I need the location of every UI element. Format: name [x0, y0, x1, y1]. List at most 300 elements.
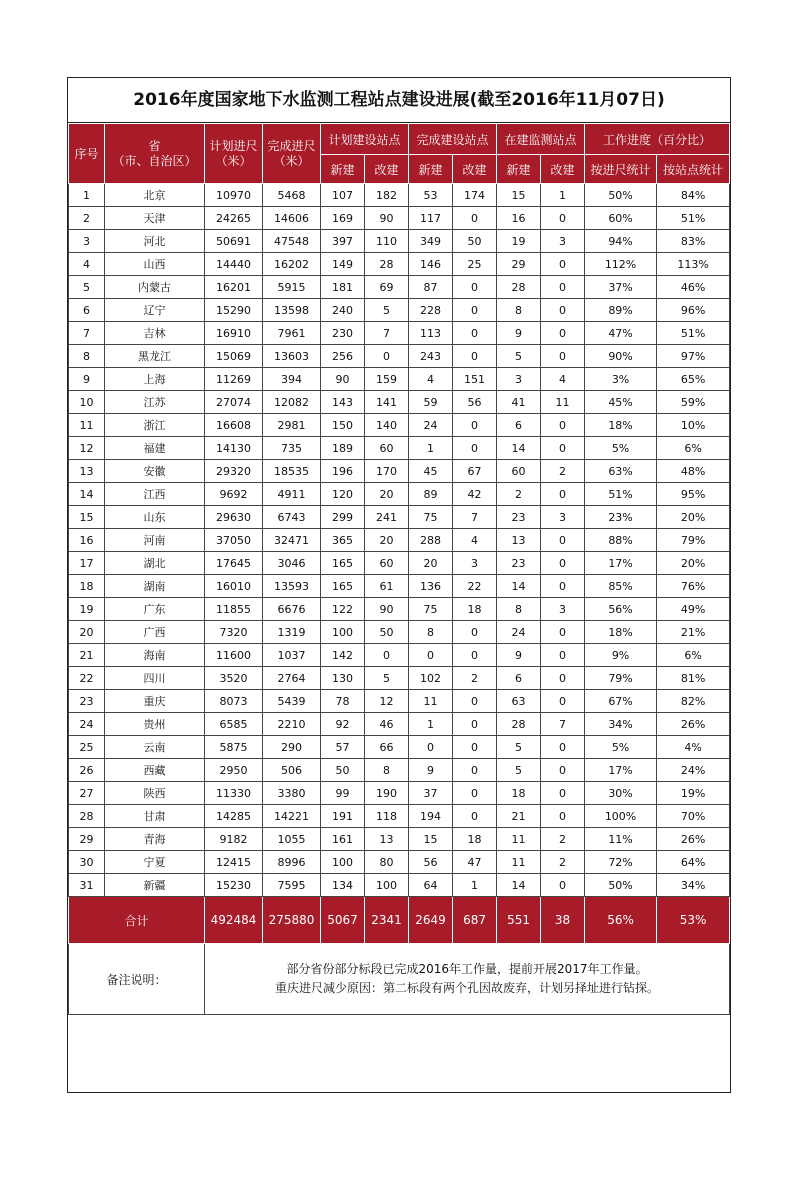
cell-progress-footage: 18% [585, 414, 657, 437]
cell-planned-rebuild: 100 [365, 874, 409, 897]
cell-planned-footage: 3520 [205, 667, 263, 690]
cell-planned-footage: 16010 [205, 575, 263, 598]
cell-completed-rebuild: 47 [453, 851, 497, 874]
cell-progress-footage: 72% [585, 851, 657, 874]
cell-completed-footage: 13598 [263, 299, 321, 322]
total-cell: 551 [497, 897, 541, 944]
cell-completed-new: 64 [409, 874, 453, 897]
cell-progress-footage: 23% [585, 506, 657, 529]
cell-planned-rebuild: 90 [365, 207, 409, 230]
cell-province: 云南 [105, 736, 205, 759]
cell-planned-new: 165 [321, 575, 365, 598]
cell-seq: 8 [69, 345, 105, 368]
cell-planned-footage: 8073 [205, 690, 263, 713]
cell-building-rebuild: 3 [541, 230, 585, 253]
table-row [69, 414, 730, 437]
cell-completed-rebuild: 151 [453, 368, 497, 391]
cell-progress-sites: 51% [657, 322, 730, 345]
cell-planned-footage: 15230 [205, 874, 263, 897]
cell-building-new: 60 [497, 460, 541, 483]
cell-building-new: 16 [497, 207, 541, 230]
cell-planned-new: 240 [321, 299, 365, 322]
cell-planned-footage: 15290 [205, 299, 263, 322]
cell-building-new: 6 [497, 667, 541, 690]
cell-completed-footage: 2981 [263, 414, 321, 437]
table-row [69, 460, 730, 483]
cell-progress-sites: 59% [657, 391, 730, 414]
cell-planned-rebuild: 190 [365, 782, 409, 805]
table-row [69, 805, 730, 828]
cell-completed-rebuild: 4 [453, 529, 497, 552]
cell-progress-sites: 84% [657, 184, 730, 207]
report-title: 2016年度国家地下水监测工程站点建设进展(截至2016年11月07日) [68, 78, 730, 123]
cell-building-rebuild: 0 [541, 874, 585, 897]
cell-province: 上海 [105, 368, 205, 391]
cell-progress-sites: 34% [657, 874, 730, 897]
notes-label: 备注说明： [69, 944, 205, 1015]
cell-building-rebuild: 0 [541, 345, 585, 368]
cell-planned-rebuild: 60 [365, 437, 409, 460]
cell-building-rebuild: 0 [541, 253, 585, 276]
cell-progress-footage: 63% [585, 460, 657, 483]
cell-planned-rebuild: 50 [365, 621, 409, 644]
cell-building-rebuild: 0 [541, 782, 585, 805]
cell-building-new: 23 [497, 552, 541, 575]
cell-completed-rebuild: 0 [453, 805, 497, 828]
cell-building-new: 2 [497, 483, 541, 506]
cell-progress-sites: 6% [657, 437, 730, 460]
cell-planned-new: 397 [321, 230, 365, 253]
table-footer [69, 897, 730, 1015]
cell-seq: 6 [69, 299, 105, 322]
cell-building-new: 63 [497, 690, 541, 713]
cell-completed-rebuild: 0 [453, 276, 497, 299]
cell-progress-footage: 37% [585, 276, 657, 299]
cell-completed-footage: 5468 [263, 184, 321, 207]
cell-planned-new: 107 [321, 184, 365, 207]
table-row [69, 391, 730, 414]
cell-building-rebuild: 0 [541, 207, 585, 230]
cell-building-new: 24 [497, 621, 541, 644]
cell-completed-footage: 7595 [263, 874, 321, 897]
progress-report-sheet [67, 77, 731, 1093]
cell-progress-sites: 20% [657, 506, 730, 529]
cell-completed-rebuild: 174 [453, 184, 497, 207]
cell-province: 浙江 [105, 414, 205, 437]
cell-progress-sites: 46% [657, 276, 730, 299]
cell-planned-new: 130 [321, 667, 365, 690]
cell-planned-footage: 16201 [205, 276, 263, 299]
cell-progress-sites: 95% [657, 483, 730, 506]
cell-seq: 30 [69, 851, 105, 874]
cell-building-new: 3 [497, 368, 541, 391]
cell-completed-new: 87 [409, 276, 453, 299]
cell-seq: 12 [69, 437, 105, 460]
cell-completed-rebuild: 25 [453, 253, 497, 276]
cell-building-new: 9 [497, 644, 541, 667]
cell-planned-new: 90 [321, 368, 365, 391]
cell-building-rebuild: 0 [541, 759, 585, 782]
cell-progress-sites: 26% [657, 828, 730, 851]
cell-building-rebuild: 2 [541, 851, 585, 874]
cell-building-new: 8 [497, 598, 541, 621]
cell-seq: 29 [69, 828, 105, 851]
cell-progress-footage: 9% [585, 644, 657, 667]
cell-province: 广西 [105, 621, 205, 644]
cell-progress-footage: 45% [585, 391, 657, 414]
header-building-sites: 在建监测站点 [497, 124, 585, 155]
cell-building-new: 28 [497, 713, 541, 736]
cell-progress-sites: 6% [657, 644, 730, 667]
total-cell: 687 [453, 897, 497, 944]
cell-province: 宁夏 [105, 851, 205, 874]
header-planned-sites: 计划建设站点 [321, 124, 409, 155]
cell-planned-rebuild: 90 [365, 598, 409, 621]
cell-progress-sites: 97% [657, 345, 730, 368]
cell-planned-footage: 14440 [205, 253, 263, 276]
header-province-line2: （市、自治区） [112, 153, 197, 168]
cell-completed-footage: 3380 [263, 782, 321, 805]
cell-province: 海南 [105, 644, 205, 667]
progress-table [68, 123, 730, 1015]
cell-progress-sites: 70% [657, 805, 730, 828]
cell-planned-new: 165 [321, 552, 365, 575]
cell-planned-new: 134 [321, 874, 365, 897]
cell-planned-rebuild: 12 [365, 690, 409, 713]
cell-completed-new: 9 [409, 759, 453, 782]
cell-planned-rebuild: 0 [365, 644, 409, 667]
cell-progress-footage: 60% [585, 207, 657, 230]
cell-completed-rebuild: 0 [453, 713, 497, 736]
header-planned-rebuild: 改建 [365, 155, 409, 184]
cell-completed-footage: 16202 [263, 253, 321, 276]
cell-completed-new: 59 [409, 391, 453, 414]
cell-completed-new: 194 [409, 805, 453, 828]
cell-planned-rebuild: 182 [365, 184, 409, 207]
cell-building-new: 5 [497, 736, 541, 759]
cell-building-new: 19 [497, 230, 541, 253]
cell-completed-footage: 2210 [263, 713, 321, 736]
total-cell: 56% [585, 897, 657, 944]
cell-progress-footage: 3% [585, 368, 657, 391]
cell-planned-new: 78 [321, 690, 365, 713]
cell-planned-rebuild: 61 [365, 575, 409, 598]
cell-progress-sites: 26% [657, 713, 730, 736]
cell-seq: 14 [69, 483, 105, 506]
cell-completed-new: 56 [409, 851, 453, 874]
cell-progress-footage: 17% [585, 759, 657, 782]
table-row [69, 184, 730, 207]
cell-province: 安徽 [105, 460, 205, 483]
table-row [69, 713, 730, 736]
cell-planned-footage: 16608 [205, 414, 263, 437]
cell-completed-rebuild: 0 [453, 414, 497, 437]
cell-progress-sites: 83% [657, 230, 730, 253]
table-row [69, 253, 730, 276]
cell-seq: 22 [69, 667, 105, 690]
cell-completed-rebuild: 18 [453, 828, 497, 851]
cell-completed-new: 53 [409, 184, 453, 207]
header-progress: 工作进度（百分比） [585, 124, 730, 155]
cell-province: 陕西 [105, 782, 205, 805]
cell-completed-rebuild: 7 [453, 506, 497, 529]
header-seq: 序号 [69, 124, 105, 184]
cell-planned-new: 191 [321, 805, 365, 828]
header-province-line1: 省 [148, 138, 161, 153]
cell-completed-rebuild: 0 [453, 299, 497, 322]
table-row [69, 299, 730, 322]
cell-planned-rebuild: 7 [365, 322, 409, 345]
cell-seq: 9 [69, 368, 105, 391]
cell-province: 山东 [105, 506, 205, 529]
cell-building-rebuild: 0 [541, 483, 585, 506]
cell-building-new: 11 [497, 828, 541, 851]
cell-progress-footage: 88% [585, 529, 657, 552]
cell-progress-footage: 17% [585, 552, 657, 575]
cell-planned-new: 100 [321, 851, 365, 874]
cell-progress-sites: 10% [657, 414, 730, 437]
cell-building-rebuild: 1 [541, 184, 585, 207]
total-cell: 38 [541, 897, 585, 944]
cell-completed-new: 11 [409, 690, 453, 713]
cell-completed-footage: 735 [263, 437, 321, 460]
cell-completed-new: 75 [409, 506, 453, 529]
table-row [69, 483, 730, 506]
cell-building-new: 14 [497, 874, 541, 897]
table-row [69, 874, 730, 897]
header-building-rebuild: 改建 [541, 155, 585, 184]
cell-province: 辽宁 [105, 299, 205, 322]
total-cell: 53% [657, 897, 730, 944]
cell-planned-rebuild: 0 [365, 345, 409, 368]
header-planned-new: 新建 [321, 155, 365, 184]
cell-completed-footage: 8996 [263, 851, 321, 874]
cell-seq: 24 [69, 713, 105, 736]
cell-completed-rebuild: 42 [453, 483, 497, 506]
cell-completed-footage: 14221 [263, 805, 321, 828]
cell-building-rebuild: 0 [541, 414, 585, 437]
cell-province: 新疆 [105, 874, 205, 897]
total-cell: 2649 [409, 897, 453, 944]
cell-planned-footage: 6585 [205, 713, 263, 736]
cell-seq: 25 [69, 736, 105, 759]
cell-planned-footage: 24265 [205, 207, 263, 230]
cell-planned-rebuild: 241 [365, 506, 409, 529]
cell-progress-footage: 5% [585, 736, 657, 759]
cell-completed-rebuild: 22 [453, 575, 497, 598]
cell-completed-rebuild: 56 [453, 391, 497, 414]
header-completed-new: 新建 [409, 155, 453, 184]
cell-completed-new: 136 [409, 575, 453, 598]
cell-seq: 7 [69, 322, 105, 345]
cell-completed-footage: 12082 [263, 391, 321, 414]
cell-progress-sites: 79% [657, 529, 730, 552]
cell-seq: 16 [69, 529, 105, 552]
notes-text [205, 944, 730, 1015]
cell-building-rebuild: 2 [541, 460, 585, 483]
cell-seq: 10 [69, 391, 105, 414]
cell-province: 北京 [105, 184, 205, 207]
table-row [69, 828, 730, 851]
cell-planned-rebuild: 170 [365, 460, 409, 483]
cell-building-new: 13 [497, 529, 541, 552]
cell-completed-new: 89 [409, 483, 453, 506]
cell-planned-footage: 11600 [205, 644, 263, 667]
header-by-footage: 按进尺统计 [585, 155, 657, 184]
cell-completed-footage: 6676 [263, 598, 321, 621]
cell-progress-sites: 24% [657, 759, 730, 782]
cell-planned-footage: 5875 [205, 736, 263, 759]
cell-seq: 19 [69, 598, 105, 621]
cell-planned-new: 365 [321, 529, 365, 552]
cell-progress-footage: 50% [585, 184, 657, 207]
cell-progress-footage: 30% [585, 782, 657, 805]
cell-completed-footage: 1037 [263, 644, 321, 667]
cell-building-rebuild: 0 [541, 621, 585, 644]
total-row [69, 897, 730, 944]
cell-completed-new: 45 [409, 460, 453, 483]
cell-seq: 1 [69, 184, 105, 207]
cell-progress-footage: 11% [585, 828, 657, 851]
cell-planned-new: 99 [321, 782, 365, 805]
cell-building-rebuild: 0 [541, 322, 585, 345]
cell-planned-footage: 9692 [205, 483, 263, 506]
cell-completed-new: 243 [409, 345, 453, 368]
cell-province: 重庆 [105, 690, 205, 713]
cell-building-rebuild: 3 [541, 598, 585, 621]
cell-completed-rebuild: 2 [453, 667, 497, 690]
cell-planned-new: 256 [321, 345, 365, 368]
cell-planned-rebuild: 46 [365, 713, 409, 736]
cell-building-rebuild: 0 [541, 276, 585, 299]
cell-planned-new: 161 [321, 828, 365, 851]
cell-province: 江西 [105, 483, 205, 506]
cell-completed-footage: 3046 [263, 552, 321, 575]
cell-completed-footage: 18535 [263, 460, 321, 483]
header-planned-footage-line1: 计划进尺 [209, 138, 258, 153]
cell-completed-new: 1 [409, 713, 453, 736]
cell-building-new: 29 [497, 253, 541, 276]
cell-seq: 20 [69, 621, 105, 644]
cell-seq: 11 [69, 414, 105, 437]
cell-building-rebuild: 0 [541, 667, 585, 690]
cell-progress-footage: 100% [585, 805, 657, 828]
cell-completed-rebuild: 0 [453, 207, 497, 230]
table-row [69, 230, 730, 253]
total-cell: 5067 [321, 897, 365, 944]
cell-progress-sites: 21% [657, 621, 730, 644]
header-completed-footage-line1: 完成进尺 [267, 138, 316, 153]
cell-building-rebuild: 0 [541, 644, 585, 667]
cell-building-rebuild: 11 [541, 391, 585, 414]
cell-building-new: 8 [497, 299, 541, 322]
table-row [69, 575, 730, 598]
header-planned-footage-line2: （米） [215, 153, 252, 168]
total-cell: 492484 [205, 897, 263, 944]
table-row [69, 621, 730, 644]
cell-planned-new: 92 [321, 713, 365, 736]
cell-province: 青海 [105, 828, 205, 851]
cell-completed-footage: 13603 [263, 345, 321, 368]
cell-completed-footage: 13593 [263, 575, 321, 598]
cell-completed-new: 15 [409, 828, 453, 851]
cell-building-rebuild: 7 [541, 713, 585, 736]
cell-completed-new: 24 [409, 414, 453, 437]
table-row [69, 690, 730, 713]
total-cell: 2341 [365, 897, 409, 944]
notes-row [69, 944, 730, 1015]
cell-progress-sites: 65% [657, 368, 730, 391]
cell-building-new: 5 [497, 345, 541, 368]
cell-progress-sites: 51% [657, 207, 730, 230]
header-planned-footage [205, 124, 263, 184]
cell-planned-footage: 14285 [205, 805, 263, 828]
cell-building-rebuild: 0 [541, 575, 585, 598]
header-completed-footage [263, 124, 321, 184]
cell-province: 山西 [105, 253, 205, 276]
cell-building-rebuild: 2 [541, 828, 585, 851]
cell-province: 江苏 [105, 391, 205, 414]
cell-planned-new: 189 [321, 437, 365, 460]
cell-province: 湖北 [105, 552, 205, 575]
notes-line-1: 部分省份部分标段已完成2016年工作量，提前开展2017年工作量。 [286, 962, 648, 976]
cell-completed-footage: 7961 [263, 322, 321, 345]
cell-planned-new: 50 [321, 759, 365, 782]
cell-progress-sites: 82% [657, 690, 730, 713]
cell-seq: 3 [69, 230, 105, 253]
cell-completed-rebuild: 1 [453, 874, 497, 897]
cell-planned-rebuild: 66 [365, 736, 409, 759]
cell-seq: 15 [69, 506, 105, 529]
cell-progress-footage: 85% [585, 575, 657, 598]
cell-planned-new: 299 [321, 506, 365, 529]
table-row [69, 207, 730, 230]
cell-planned-footage: 11269 [205, 368, 263, 391]
header-building-new: 新建 [497, 155, 541, 184]
cell-planned-rebuild: 20 [365, 483, 409, 506]
cell-province: 内蒙古 [105, 276, 205, 299]
cell-completed-new: 0 [409, 644, 453, 667]
cell-building-new: 11 [497, 851, 541, 874]
cell-planned-footage: 27074 [205, 391, 263, 414]
cell-seq: 26 [69, 759, 105, 782]
cell-planned-footage: 11855 [205, 598, 263, 621]
cell-planned-footage: 7320 [205, 621, 263, 644]
cell-completed-new: 288 [409, 529, 453, 552]
cell-completed-rebuild: 0 [453, 621, 497, 644]
cell-completed-footage: 32471 [263, 529, 321, 552]
table-row [69, 667, 730, 690]
cell-progress-sites: 113% [657, 253, 730, 276]
cell-completed-new: 8 [409, 621, 453, 644]
table-row [69, 851, 730, 874]
header-completed-rebuild: 改建 [453, 155, 497, 184]
table-row [69, 759, 730, 782]
cell-completed-new: 146 [409, 253, 453, 276]
cell-progress-footage: 50% [585, 874, 657, 897]
cell-planned-footage: 10970 [205, 184, 263, 207]
cell-completed-rebuild: 0 [453, 782, 497, 805]
cell-planned-footage: 29320 [205, 460, 263, 483]
cell-progress-footage: 47% [585, 322, 657, 345]
cell-planned-new: 230 [321, 322, 365, 345]
cell-planned-rebuild: 159 [365, 368, 409, 391]
cell-completed-new: 113 [409, 322, 453, 345]
cell-completed-footage: 6743 [263, 506, 321, 529]
cell-completed-footage: 47548 [263, 230, 321, 253]
cell-completed-rebuild: 0 [453, 736, 497, 759]
cell-planned-rebuild: 20 [365, 529, 409, 552]
